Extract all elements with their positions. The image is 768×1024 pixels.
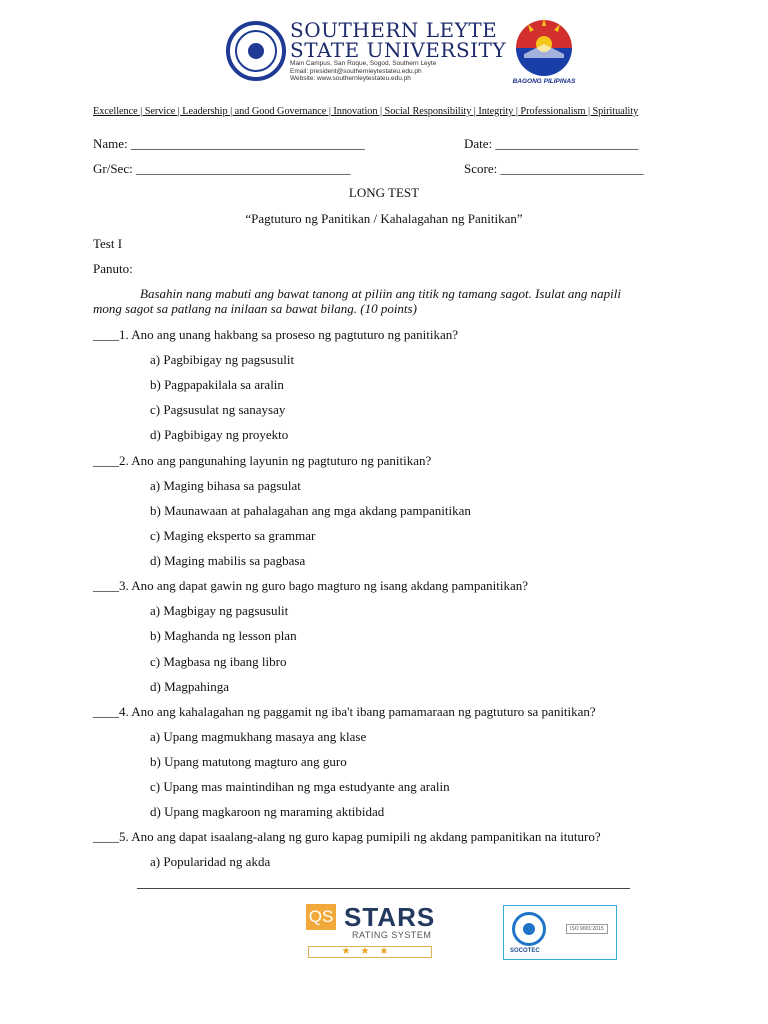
question-4-choice-b: b) Upang matutong magturo ang guro	[150, 754, 347, 769]
socotec-badge	[503, 905, 617, 960]
section-label: Test I	[93, 236, 123, 251]
question-3-choice-d: d) Magpahinga	[150, 679, 230, 694]
question-2: ____2. Ano ang pangunahing layunin ng pagtuturo ng panitikan?	[93, 453, 432, 468]
score-field[interactable]: Score: ______________________	[464, 161, 644, 176]
socotec-certification-icon	[512, 912, 546, 946]
question-2-choice-b: b) Maunawaan at pahalagahan ang mga akdang pampanitikan	[150, 503, 471, 518]
email: Email: president@southernleytestateu.edu.ph	[290, 67, 422, 75]
iso-label: ISO 9001:2015	[566, 924, 608, 934]
university-name-line2: STATE UNIVERSITY	[290, 38, 507, 62]
question-4-choice-d: d) Upang magkaroon ng maraming aktibidad	[150, 804, 385, 819]
core-values: Excellence | Service | Leadership | and Good Governance | Innovation | Social Responsibility | Integrity | Professionalism | Spirituality	[93, 106, 639, 117]
question-1-choice-b: b) Pagpapakilala sa aralin	[150, 377, 284, 392]
question-3: ____3. Ano ang dapat gawin ng guro bago magturo ng isang akdang pampanitikan?	[93, 578, 529, 593]
question-4-choice-a: a) Upang magmukhang masaya ang klase	[150, 729, 367, 744]
question-1: ____1. Ano ang unang hakbang sa proseso ng pagtuturo ng panitikan?	[93, 327, 459, 342]
test-subtitle: “Pagtuturo ng Panitikan / Kahalagahan ng Panitikan”	[245, 211, 523, 226]
bagong-pilipinas-logo	[506, 14, 582, 92]
question-5: ____5. Ano ang dapat isaalang-alang ng guro kapag pumipili ng akdang pampanitikan na ituturo?	[93, 829, 601, 844]
question-4-choice-c: c) Upang mas maintindihan ng mga estudyante ang aralin	[150, 779, 450, 794]
question-1-choice-d: d) Pagbibigay ng proyekto	[150, 427, 289, 442]
qs-stars-text: STARS	[344, 902, 436, 932]
question-1-choice-a: a) Pagbibigay ng pagsusulit	[150, 352, 295, 367]
university-seal-icon	[226, 21, 286, 81]
bagong-pilipinas-icon	[506, 14, 582, 78]
question-3-choice-c: c) Magbasa ng ibang libro	[150, 654, 287, 669]
grsec-field[interactable]: Gr/Sec: _________________________________	[93, 161, 351, 176]
date-field[interactable]: Date: ______________________	[464, 136, 639, 151]
footer-divider	[137, 888, 630, 889]
test-title: LONG TEST	[348, 185, 420, 200]
website: Website: www.southernleytestateu.edu.ph	[290, 75, 411, 82]
qs-stars-badge	[306, 900, 434, 962]
letterhead	[226, 16, 586, 94]
question-2-choice-a: a) Maging bihasa sa pagsulat	[150, 478, 301, 493]
question-5-choice-a: a) Popularidad ng akda	[150, 854, 271, 869]
question-3-choice-b: b) Maghanda ng lesson plan	[150, 628, 297, 643]
question-1-choice-c: c) Pagsusulat ng sanaysay	[150, 402, 286, 417]
question-2-choice-d: d) Maging mabilis sa pagbasa	[150, 553, 306, 568]
socotec-label: SOCOTEC	[510, 948, 540, 954]
star-rating-icon: ★★★	[308, 946, 432, 958]
instructions-line-2: mong sagot sa patlang na inilaan sa bawat bilang. (10 points)	[93, 301, 417, 316]
question-3-choice-a: a) Magbigay ng pagsusulit	[150, 603, 289, 618]
qs-rating-text: RATING SYSTEM	[352, 930, 432, 940]
question-4: ____4. Ano ang kahalagahan ng paggamit ng iba't ibang pamamaraan ng pagtuturo sa panitikan?	[93, 704, 596, 719]
name-field[interactable]: Name: ____________________________________	[93, 136, 365, 151]
university-name-line1: SOUTHERN LEYTE	[290, 18, 498, 42]
question-2-choice-c: c) Maging eksperto sa grammar	[150, 528, 316, 543]
qs-logo: QS	[306, 904, 336, 930]
university-contact	[290, 60, 436, 83]
instructions-line-1: Basahin nang mabuti ang bawat tanong at piliin ang titik ng tamang sagot. Isulat ang napili	[140, 286, 622, 301]
address: Main Campus, San Roque, Sogod, Southern Leyte	[290, 60, 437, 67]
panuto-label: Panuto:	[93, 261, 133, 276]
bagong-pilipinas-label: BAGONG PILIPINAS	[512, 78, 576, 85]
university-name	[290, 20, 506, 60]
